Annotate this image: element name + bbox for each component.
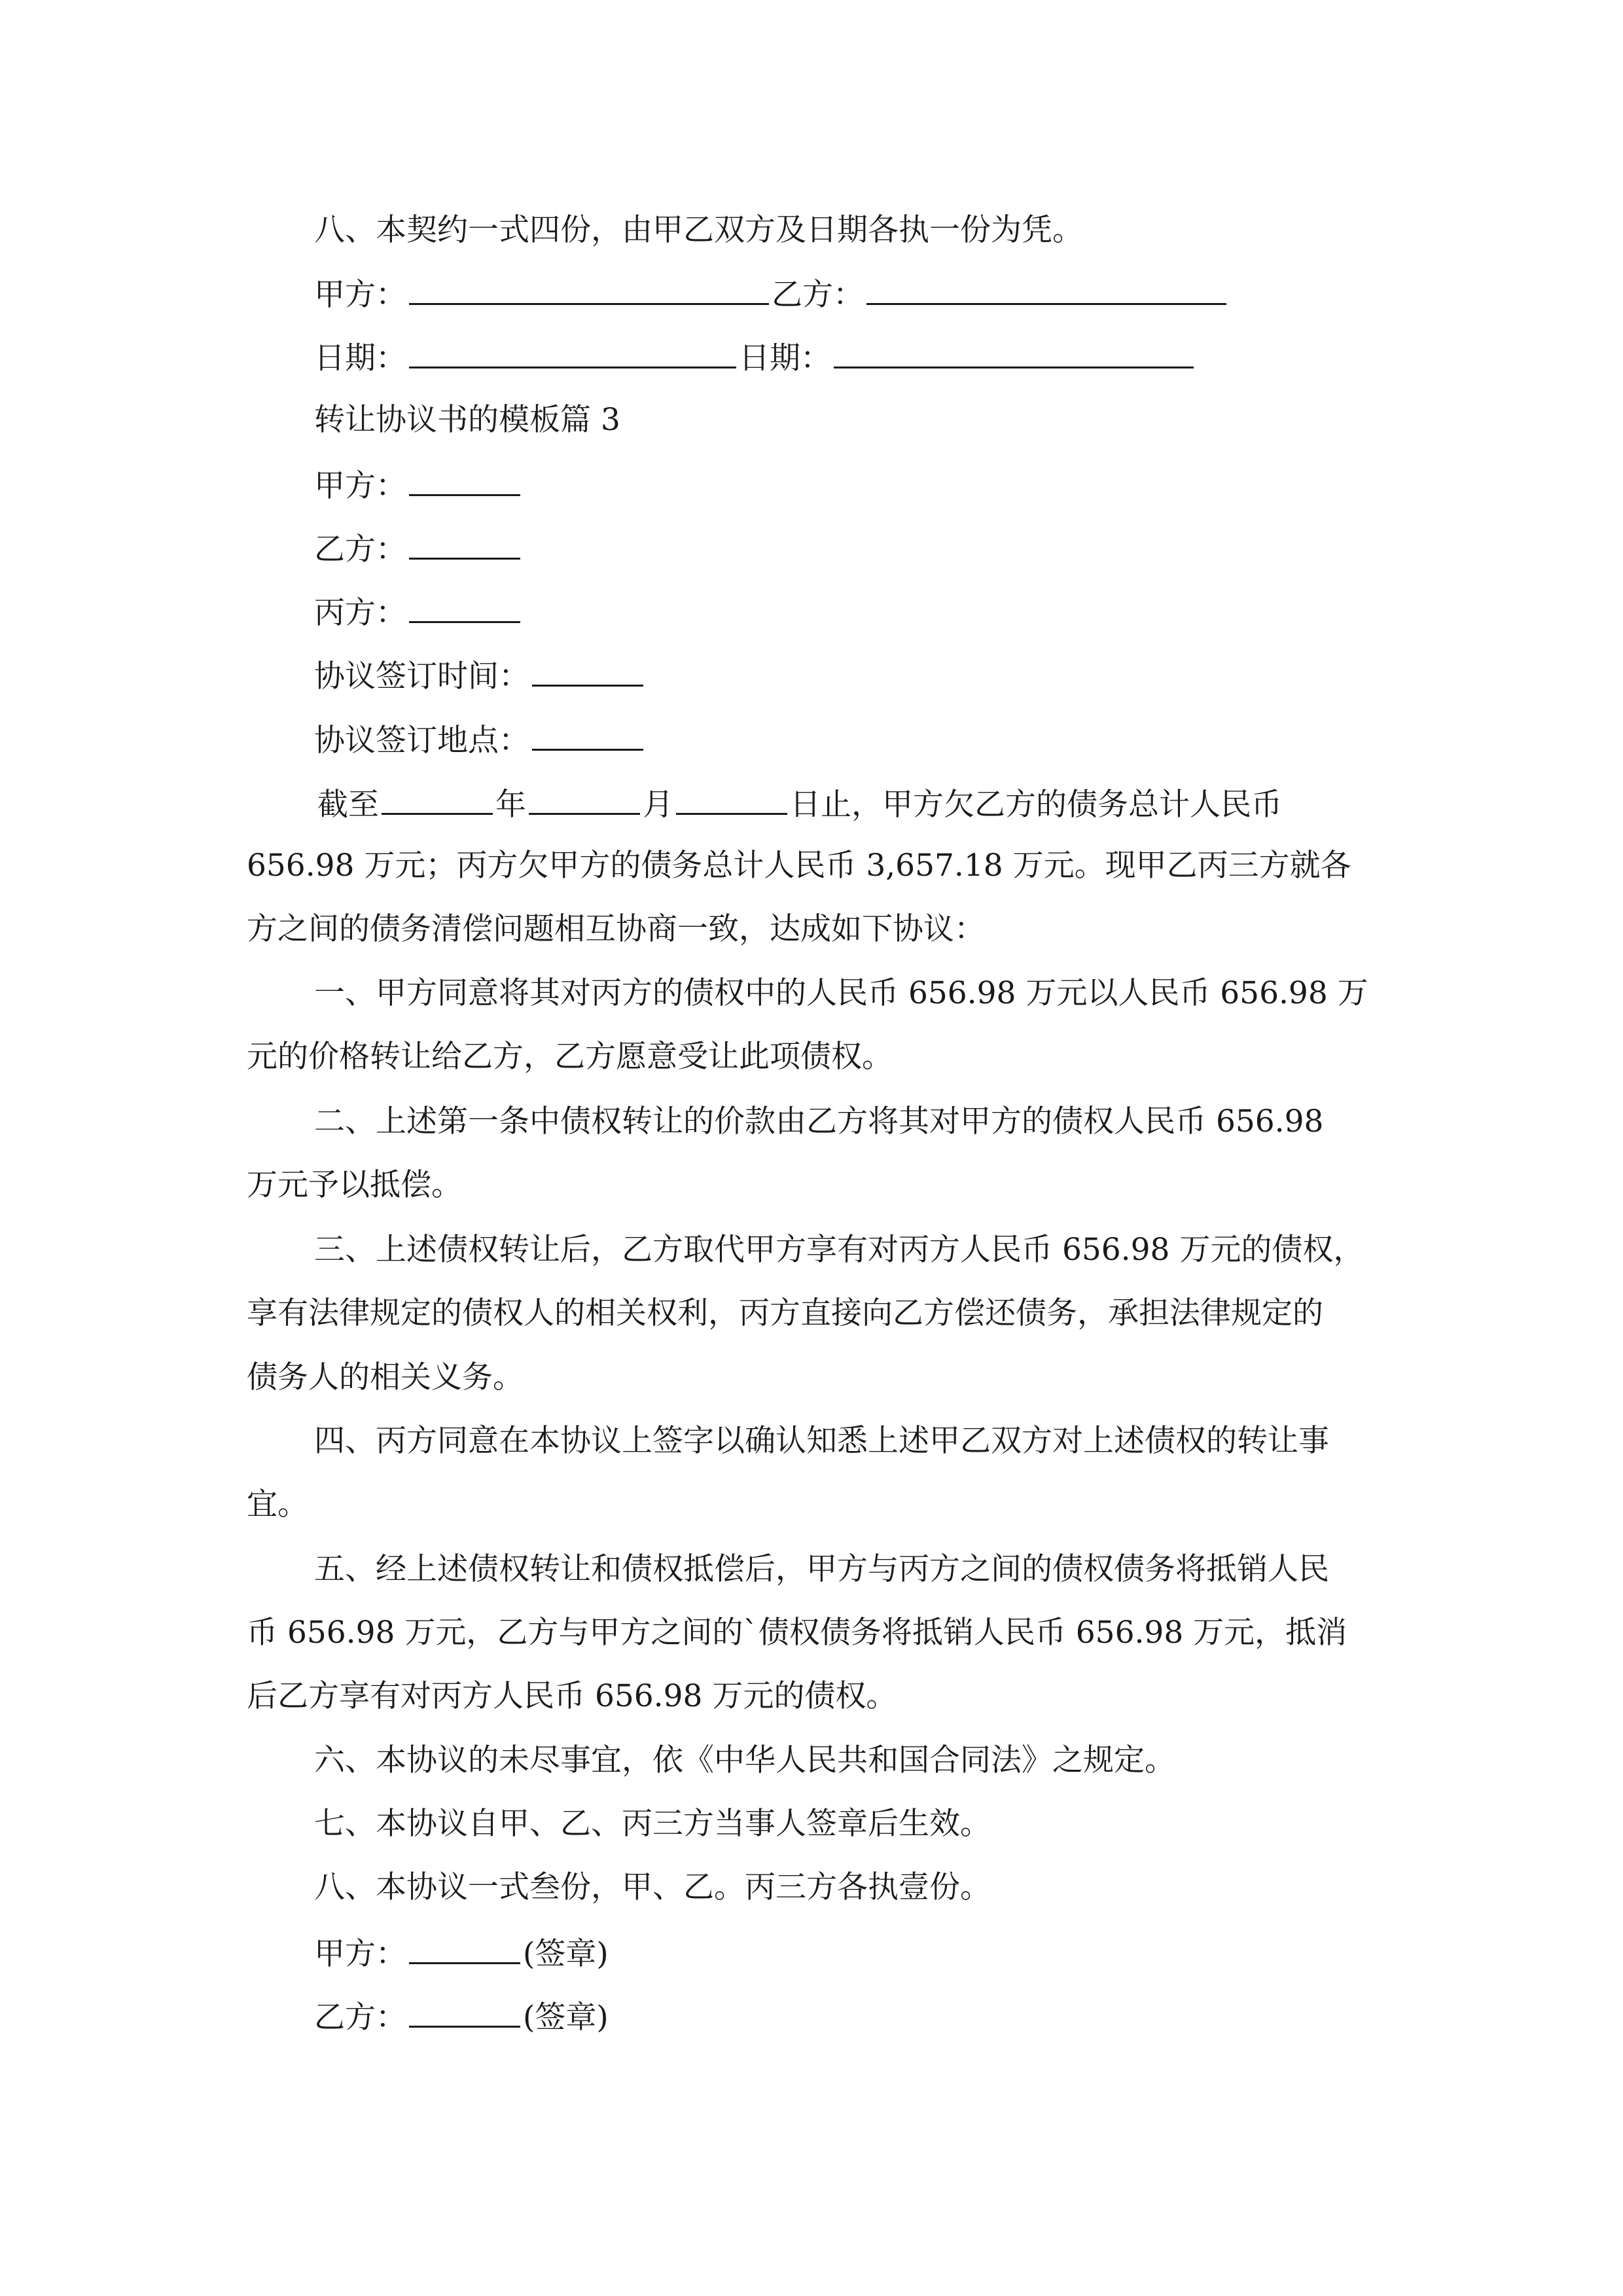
- date-1-label: 日期：: [314, 340, 406, 376]
- intro-text: 日止，甲方欠乙方的债务总计人民币: [790, 787, 1282, 823]
- day-blank[interactable]: [676, 783, 787, 815]
- clause-3-line-3: 债务人的相关义务。: [247, 1359, 524, 1395]
- seal-label: (签章): [523, 2000, 609, 2036]
- clause-4-line-1: 四、丙方同意在本协议上签字以确认知悉上述甲乙双方对上述债权的转让事: [314, 1423, 1329, 1459]
- party-b-blank[interactable]: [866, 273, 1226, 305]
- clause-1-line-1: 一、甲方同意将其对丙方的债权中的人民币 656.98 万元以人民币 656.98 万: [314, 975, 1368, 1011]
- party-a-label: 甲方：: [314, 468, 406, 504]
- sign-place-row: [314, 719, 646, 758]
- year-label: 年: [495, 787, 526, 823]
- year-blank[interactable]: [382, 783, 493, 815]
- sign-time-label: 协议签订时间：: [314, 658, 529, 694]
- date-2-blank[interactable]: [834, 336, 1194, 368]
- clause-7: 七、本协议自甲、乙、丙三方当事人签章后生效。: [314, 1806, 991, 1842]
- final-signature-b: [314, 1996, 609, 2035]
- month-blank[interactable]: [529, 783, 640, 815]
- clause-1-line-2: 元的价格转让给乙方，乙方愿意受让此项债权。: [247, 1039, 893, 1075]
- signature-row-parties: [314, 273, 1229, 312]
- party-b-row: [314, 528, 523, 567]
- party-a-label: 甲方：: [314, 1936, 406, 1972]
- party-b-signature-blank[interactable]: [409, 1996, 520, 2028]
- party-c-row: [314, 591, 523, 630]
- party-c-label: 丙方：: [314, 595, 406, 631]
- clause-3-line-2: 享有法律规定的债权人的相关权利，丙方直接向乙方偿还债务，承担法律规定的: [247, 1295, 1323, 1331]
- party-a-signature-blank[interactable]: [409, 1932, 520, 1964]
- sign-time-row: [314, 655, 646, 694]
- party-a-row: [314, 464, 523, 503]
- party-b-label: 乙方：: [314, 531, 406, 567]
- intro-text: 截至: [317, 787, 379, 823]
- intro-line-2: 656.98 万元；丙方欠甲方的债务总计人民币 3,657.18 万元。现甲乙丙三方就各: [247, 848, 1351, 884]
- intro-line-1: [317, 783, 1282, 822]
- party-a-label: 甲方：: [314, 277, 406, 313]
- clause-8: 八、本协议一式叁份，甲、乙。丙三方各执壹份。: [314, 1869, 991, 1905]
- sign-place-blank[interactable]: [532, 719, 643, 751]
- clause-2-line-2: 万元予以抵偿。: [247, 1167, 462, 1203]
- sign-time-blank[interactable]: [532, 655, 643, 687]
- date-2-label: 日期：: [739, 340, 831, 376]
- clause-5-line-2: 币 656.98 万元，乙方与甲方之间的`债权债务将抵销人民币 656.98 万元，抵消: [247, 1615, 1347, 1651]
- final-signature-a: [314, 1932, 609, 1971]
- section-title: 转让协议书的模板篇 3: [314, 402, 620, 438]
- intro-line-3: 方之间的债务清偿问题相互协商一致，达成如下协议：: [247, 911, 985, 947]
- clause-4-line-2: 宜。: [247, 1486, 308, 1522]
- signature-row-dates: [314, 336, 1196, 376]
- party-b-label: 乙方：: [314, 2000, 406, 2036]
- clause-6: 六、本协议的未尽事宜，依《中华人民共和国合同法》之规定。: [314, 1742, 1175, 1778]
- clause-2-line-1: 二、上述第一条中债权转让的价款由乙方将其对甲方的债权人民币 656.98: [314, 1103, 1324, 1139]
- date-1-blank[interactable]: [409, 336, 736, 368]
- party-a-blank[interactable]: [409, 273, 769, 305]
- party-a-blank[interactable]: [409, 464, 520, 496]
- clause-8-previous: 八、本契约一式四份，由甲乙双方及日期各执一份为凭。: [314, 212, 1083, 248]
- clause-5-line-3: 后乙方享有对丙方人民币 656.98 万元的债权。: [247, 1678, 897, 1714]
- party-c-blank[interactable]: [409, 591, 520, 623]
- seal-label: (签章): [523, 1936, 609, 1972]
- clause-3-line-1: 三、上述债权转让后，乙方取代甲方享有对丙方人民币 656.98 万元的债权，: [314, 1232, 1364, 1268]
- party-b-blank[interactable]: [409, 528, 520, 560]
- month-label: 月: [643, 787, 673, 823]
- sign-place-label: 协议签订地点：: [314, 723, 529, 759]
- party-b-label: 乙方：: [772, 277, 864, 313]
- clause-5-line-1: 五、经上述债权转让和债权抵偿后，甲方与丙方之间的债权债务将抵销人民: [314, 1551, 1329, 1587]
